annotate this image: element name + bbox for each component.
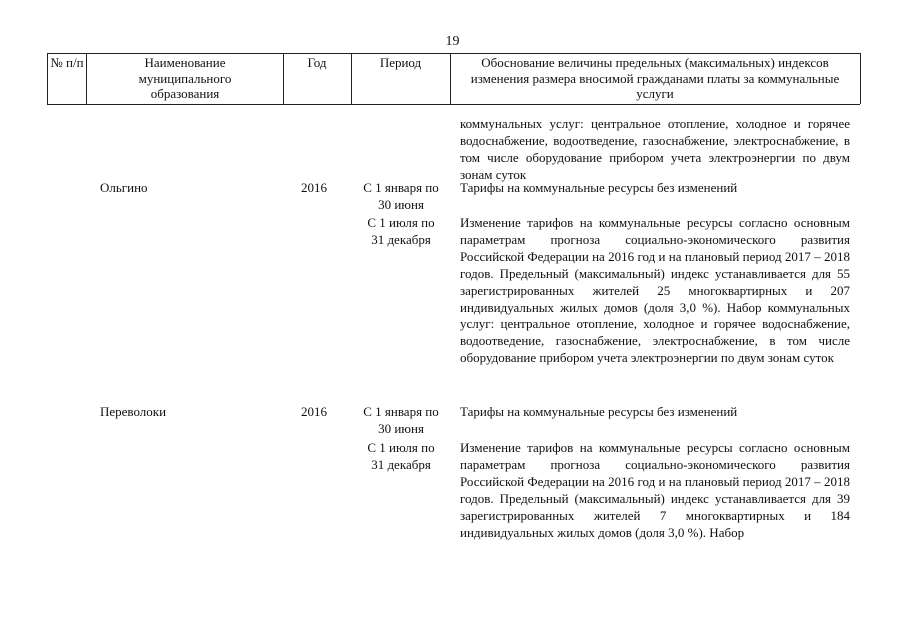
- header-col-line: [351, 53, 352, 104]
- header-justification: Обоснование величины предельных (максимальных) индексов изменения размера вносимой гражданами платы за коммунальные услуги: [470, 55, 840, 101]
- row-pe-name: Переволоки: [100, 404, 167, 419]
- row-pe-period-2: С 1 июля по 31 декабря: [367, 440, 435, 472]
- row-ol-year: 2016: [301, 180, 327, 195]
- continuation-text: коммунальных услуг: центральное отопление, холодное и горячее водоснабжение, водоотведение, газоснабжение, электроснабжение, в том числе оборудование прибором учета электроэнергии по двум зонам суток: [460, 116, 850, 182]
- header-top-rule: [47, 53, 860, 54]
- header-name: Наименование муниципального образования: [138, 55, 232, 101]
- row-pe-period-1: С 1 января по 30 июня: [363, 404, 439, 436]
- row-ol-name: Ольгино: [100, 180, 148, 195]
- row-ol-text-1: Тарифы на коммунальные ресурсы без изменений: [460, 180, 738, 195]
- page-number: 19: [445, 34, 460, 49]
- header-bottom-rule: [47, 104, 860, 105]
- row-ol-text-2: Изменение тарифов на коммунальные ресурсы согласно основным параметрам прогноза социально-экономического развития Российской Федерации на 2016 год и на плановый период 2017 – 2018 годов. Предельный (максимальный) индекс устанавливается для 55 зарегистрированных жителей 25 многоквартирных и 207 индивидуальных жилых домов (доля 3,0 %). Набор коммунальных услуг: центральное отопление, холодное и горячее водоснабжение, водоотведение, газоснабжение, электроснабжение, в том числе оборудование прибором учета электроэнергии по двум зонам суток: [460, 215, 850, 366]
- row-ol-period-2: С 1 июля по 31 декабря: [367, 215, 435, 247]
- header-col-line: [47, 53, 48, 104]
- row-ol-period-1: С 1 января по 30 июня: [363, 180, 439, 212]
- header-col-line: [450, 53, 451, 104]
- row-pe-text-2: Изменение тарифов на коммунальные ресурсы согласно основным параметрам прогноза социально-экономического развития Российской Федерации на 2016 год и на плановый период 2017 – 2018 годов. Предельный (максимальный) индекс устанавливается для 39 зарегистрированных жителей 7 многоквартирных и 184 индивидуальных жилых домов (доля 3,0 %). Набор: [460, 440, 850, 540]
- row-pe-text-1: Тарифы на коммунальные ресурсы без изменений: [460, 404, 738, 419]
- header-num: № п/п: [50, 55, 84, 70]
- row-pe-year: 2016: [301, 404, 327, 419]
- header-period: Период: [379, 55, 422, 70]
- header-col-line: [283, 53, 284, 104]
- header-col-line: [860, 53, 861, 104]
- header-col-line: [86, 53, 87, 104]
- header-year: Год: [307, 55, 327, 70]
